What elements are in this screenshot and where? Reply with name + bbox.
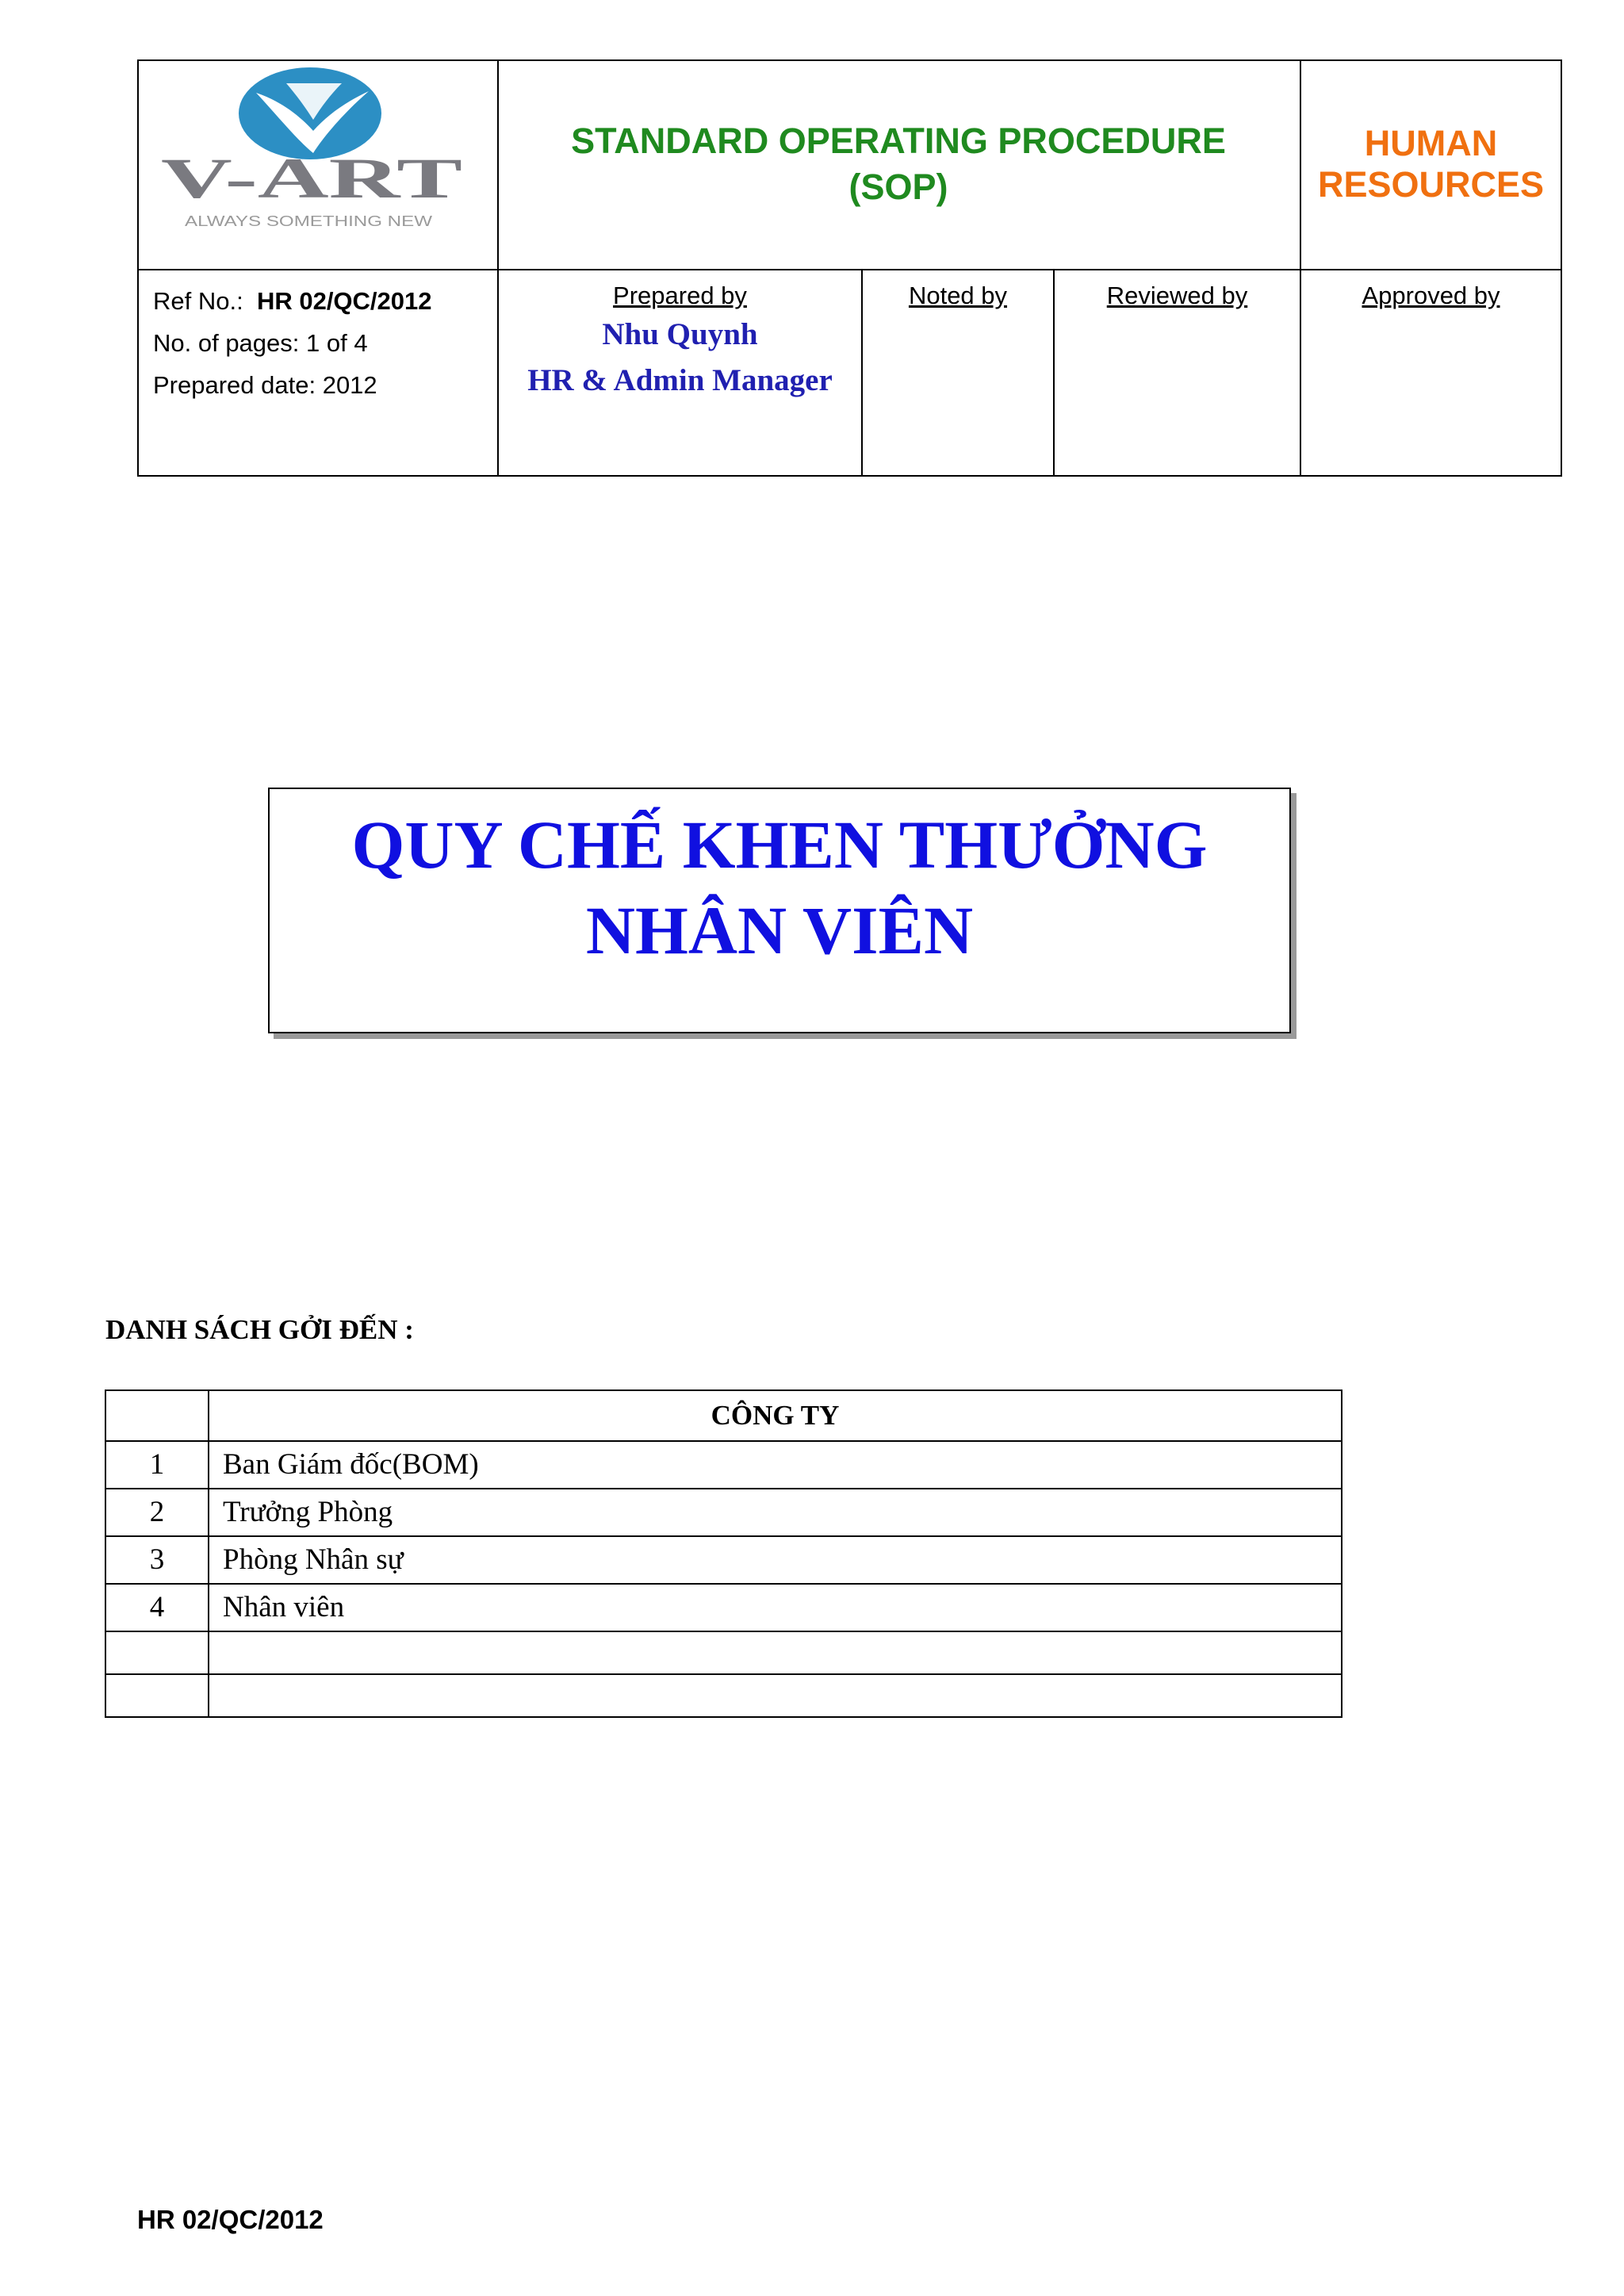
document-title-line1: QUY CHẾ KHEN THƯỞNG — [351, 807, 1208, 883]
distribution-heading: DANH SÁCH GỞI ĐẾN : — [105, 1314, 414, 1345]
sop-header — [137, 59, 1562, 477]
prepared-by-label: Prepared by — [613, 282, 747, 309]
approved-by-cell — [1301, 280, 1561, 312]
table-row — [105, 1536, 1342, 1584]
row-number: 4 — [105, 1584, 209, 1631]
table-row — [105, 1631, 1342, 1674]
reference-info — [153, 280, 494, 406]
footer-document-code: HR 02/QC/2012 — [137, 2205, 324, 2234]
prepared-date: Prepared date: 2012 — [153, 371, 377, 399]
header-border-bottom — [137, 475, 1562, 477]
preparer-name: Nhu Quynh — [602, 317, 758, 351]
recipient-name — [209, 1674, 1342, 1717]
table-row — [105, 1489, 1342, 1536]
ref-no-label: Ref No.: — [153, 287, 243, 315]
sop-title — [497, 59, 1300, 269]
row-number — [105, 1674, 209, 1717]
row-number: 1 — [105, 1441, 209, 1489]
logo-brand-text: V-ART — [161, 147, 462, 210]
ref-no-value: HR 02/QC/2012 — [256, 287, 432, 315]
department-line1: HUMAN — [1364, 123, 1498, 163]
table-row — [105, 1584, 1342, 1631]
recipient-name: Phòng Nhân sự — [209, 1536, 1342, 1584]
company-column-header: CÔNG TY — [209, 1390, 1342, 1441]
ref-no-row — [153, 280, 494, 322]
reviewed-by-cell — [1055, 280, 1300, 312]
reviewed-by-label: Reviewed by — [1106, 282, 1248, 309]
sop-title-line1: STANDARD OPERATING PROCEDURE — [571, 121, 1226, 161]
department-label — [1300, 59, 1562, 269]
recipient-name: Nhân viên — [209, 1584, 1342, 1631]
approved-by-label: Approved by — [1362, 282, 1500, 309]
table-row — [105, 1441, 1342, 1489]
company-logo — [137, 59, 497, 269]
recipient-name: Trưởng Phòng — [209, 1489, 1342, 1536]
number-column-header — [105, 1390, 209, 1441]
distribution-header-row — [105, 1390, 1342, 1441]
department-line2: RESOURCES — [1317, 164, 1545, 205]
recipient-name: Ban Giám đốc(BOM) — [209, 1441, 1342, 1489]
noted-by-cell — [863, 280, 1053, 312]
noted-by-label: Noted by — [908, 282, 1008, 309]
distribution-table — [105, 1389, 1342, 1718]
document-title-line2: NHÂN VIÊN — [585, 892, 974, 968]
preparer-role: HR & Admin Manager — [527, 363, 833, 397]
sop-title-line2: (SOP) — [848, 167, 948, 207]
recipient-name — [209, 1631, 1342, 1674]
document-title-box — [268, 788, 1291, 1033]
row-number: 3 — [105, 1536, 209, 1584]
row-number — [105, 1631, 209, 1674]
v-art-logo-mark — [137, 59, 497, 269]
table-row — [105, 1674, 1342, 1717]
page-count: No. of pages: 1 of 4 — [153, 329, 368, 357]
header-border-middle — [137, 269, 1562, 270]
row-number: 2 — [105, 1489, 209, 1536]
logo-tagline-text: ALWAYS SOMETHING NEW — [185, 213, 433, 229]
prepared-by-cell — [499, 280, 861, 404]
